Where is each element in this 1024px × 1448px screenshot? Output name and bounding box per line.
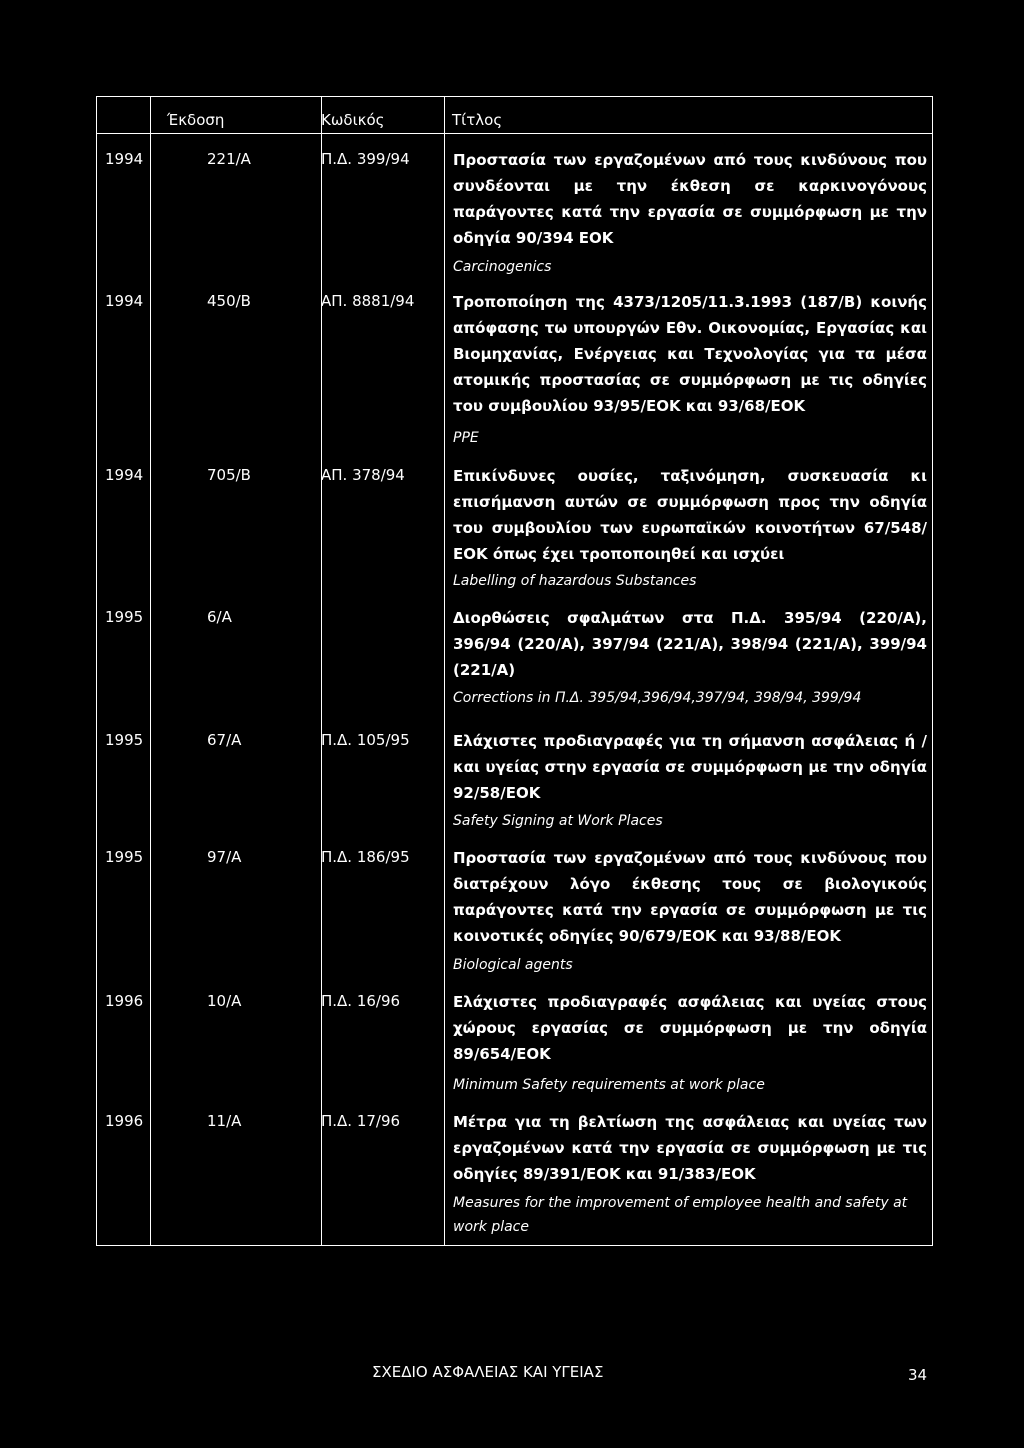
- row-year: 1996: [105, 992, 144, 1010]
- row-reference: Π.Δ. 399/94: [321, 150, 410, 168]
- header-edition: Έκδοση: [167, 111, 225, 129]
- row-title: Επικίνδυνες ουσίες, ταξινόμηση, συσκευασία κι επισήμανση αυτών σε συμμόρφωση προς την οδηγία του συμβουλίου των ευρωπαϊκών κοινοτήτων 67/548/ΕΟΚ όπως έχει τροποποιηθεί και ισχύει: [453, 467, 927, 563]
- footer-page-number: 34: [908, 1366, 928, 1384]
- row-code: 221/Α: [207, 150, 251, 168]
- header-code: Κωδικός: [321, 111, 385, 129]
- header-title: Τίτλος: [452, 111, 503, 129]
- row-code: 6/Α: [207, 608, 232, 626]
- row-english-title: Corrections in Π.Δ. 395/94,396/94,397/94, 398/94, 399/94: [453, 690, 862, 706]
- row-code: 97/Α: [207, 848, 242, 866]
- row-english-title: Safety Signing at Work Places: [453, 813, 663, 829]
- row-code: 10/Α: [207, 992, 242, 1010]
- row-code: 705/Β: [207, 466, 251, 484]
- row-title: Προστασία των εργαζομένων από τους κινδύνους που διατρέχουν λόγο έκθεσης τους σε βιολογικούς παράγοντες κατά την εργασία σε συμμόρφωση με τις κοινοτικές οδηγίες 90/679/ΕΟΚ και 93/88/ΕΟΚ: [453, 849, 927, 945]
- row-reference: Π.Δ. 186/95: [321, 848, 410, 866]
- row-year: 1995: [105, 731, 144, 749]
- row-title: Τροποποίηση της 4373/1205/11.3.1993 (187/Β) κοινής απόφασης τω υπουργών Εθν. Οικονομίας, Εργασίας και Βιομηχανίας, Ενέργειας και Τεχνολογίας για τα μέσα ατομικής προστασίας σε συμμόρφωση με τις οδηγίες του συμβουλίου 93/95/ΕΟΚ και 93/68/ΕΟΚ: [453, 293, 927, 415]
- row-year: 1994: [105, 150, 144, 168]
- row-title: Ελάχιστες προδιαγραφές ασφάλειας και υγείας στους χώρους εργασίας σε συμμόρφωση με την οδηγία 89/654/ΕΟΚ: [453, 993, 927, 1063]
- row-reference: ΑΠ. 378/94: [321, 466, 405, 484]
- row-year: 1996: [105, 1112, 144, 1130]
- row-code: 450/Β: [207, 292, 251, 310]
- row-title: Μέτρα για τη βελτίωση της ασφάλειας και υγείας των εργαζομένων κατά την εργασία σε συμμόρφωση με τις οδηγίες 89/391/ΕΟΚ και 91/383/ΕΟΚ: [453, 1113, 927, 1183]
- row-title: Ελάχιστες προδιαγραφές για τη σήμανση ασφάλειας ή / και υγείας στην εργασία σε συμμόρφωση με την οδηγία 92/58/ΕΟΚ: [453, 732, 927, 802]
- row-year: 1995: [105, 608, 144, 626]
- row-reference: Π.Δ. 16/96: [321, 992, 401, 1010]
- row-title: Προστασία των εργαζομένων από τους κινδύνους που συνδέονται με την έκθεση σε καρκινογόνους παράγοντες κατά την εργασία σε συμμόρφωση με την οδηγία 90/394 ΕΟΚ: [453, 151, 927, 247]
- row-title: Διορθώσεις σφαλμάτων στα Π.Δ. 395/94 (220/Α), 396/94 (220/Α), 397/94 (221/Α), 398/94 (221/Α), 399/94 (221/Α): [453, 609, 927, 679]
- row-english-title: PPE: [453, 430, 479, 446]
- footer-document-title: ΣΧΕΔΙΟ ΑΣΦΑΛΕΙΑΣ ΚΑΙ ΥΓΕΙΑΣ: [372, 1363, 604, 1381]
- row-code: 67/Α: [207, 731, 242, 749]
- row-code: 11/Α: [207, 1112, 242, 1130]
- row-english-title: Biological agents: [453, 957, 573, 973]
- row-english-title: Measures for the improvement of employee health and safety at work place: [453, 1195, 908, 1235]
- row-english-title: Carcinogenics: [453, 259, 552, 275]
- row-english-title: Labelling of hazardous Substances: [453, 573, 697, 589]
- row-year: 1994: [105, 292, 144, 310]
- row-reference: ΑΠ. 8881/94: [321, 292, 415, 310]
- row-reference: Π.Δ. 105/95: [321, 731, 410, 749]
- row-year: 1994: [105, 466, 144, 484]
- row-reference: Π.Δ. 17/96: [321, 1112, 401, 1130]
- row-english-title: Minimum Safety requirements at work place: [453, 1077, 765, 1093]
- row-year: 1995: [105, 848, 144, 866]
